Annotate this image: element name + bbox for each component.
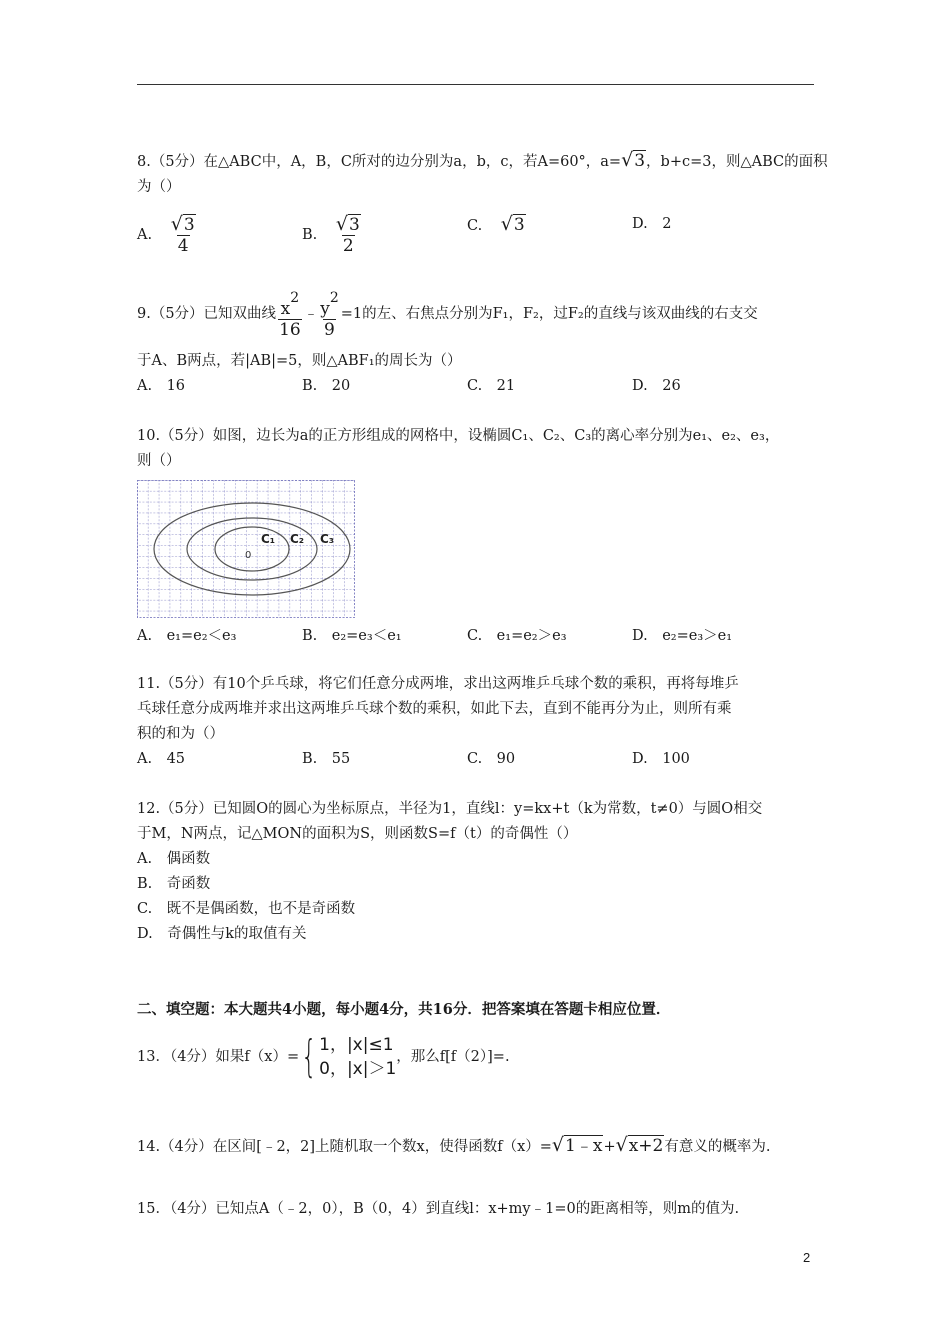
q9-text-b: =1的左、右焦点分别为F₁，F₂，过F₂的直线与该双曲线的右支交 <box>340 306 758 322</box>
q9-option-d: D. 26 <box>632 378 681 394</box>
q12-option-b: B. 奇函数 <box>137 876 211 892</box>
q8-option-a-numerator: 3 <box>183 215 195 235</box>
q9-option-a: A. 16 <box>137 378 186 394</box>
q14-radicand-2: x+2 <box>628 1136 664 1156</box>
q14-plus: + <box>603 1139 616 1155</box>
ellipse-grid-figure <box>137 480 355 618</box>
q8-option-c-label: C. <box>467 218 483 234</box>
q12-option-a: A. 偶函数 <box>137 851 211 867</box>
q9-minus: ﹣ <box>303 306 319 322</box>
q8-option-b-numerator: 3 <box>348 215 360 235</box>
q8-option-d: D. 2 <box>632 216 672 232</box>
q10-stem-line1: 10.（5分）如图，边长为a的正方形组成的网格中，设椭圆C₁、C₂、C₃的离心率分别为e₁、e₂、e₃， <box>137 428 780 444</box>
sqrt-symbol: √3 <box>621 149 646 171</box>
page-number: 2 <box>803 1250 811 1265</box>
q8-option-a-fraction: $\frac{√3}{4}$ <box>170 213 195 256</box>
q14-radicand-1: 1﹣x <box>565 1136 603 1156</box>
q11-option-a: A. 45 <box>137 751 186 767</box>
q14-stem: 14.（4分）在区间[﹣2，2]上随机取一个数x，使得函数f（x）=√1﹣x+√x+2有意义的概率为. <box>137 1134 771 1156</box>
q11-stem-line2: 乓球任意分成两堆并求出这两堆乒乓球个数的乘积，如此下去，直到不能再分为止，则所有乘 <box>137 701 732 717</box>
q8-option-b-label: B. <box>302 227 318 243</box>
q8-option-a-denominator: 4 <box>177 236 189 256</box>
q8-option-b <box>302 214 363 256</box>
c1-label: C₁ <box>261 532 276 546</box>
q11-stem-line3: 积的和为（） <box>137 726 224 742</box>
q13-piecewise <box>299 1033 396 1081</box>
q11-option-d: D. 100 <box>632 751 690 767</box>
left-brace: { <box>301 1031 317 1082</box>
q14-text-a: 14.（4分）在区间[﹣2，2]上随机取一个数x，使得函数f（x）= <box>137 1139 552 1155</box>
q12-option-d: D. 奇偶性与k的取值有关 <box>137 926 307 942</box>
c2-label: C₂ <box>290 532 305 546</box>
q8-stem-line2: 为（） <box>137 179 181 195</box>
origin-label: 0 <box>245 550 252 561</box>
q9-fraction-y: $\frac{y^2}{9}$ <box>320 290 339 340</box>
q12-stem-line2: 于M，N两点，记△MON的面积为S，则函数S=f（t）的奇偶性（） <box>137 826 578 842</box>
q11-stem-line1: 11.（5分）有10个乒乓球，将它们任意分成两堆，求出这两堆乒乓球个数的乘积，再将每堆乒 <box>137 676 739 692</box>
c3-label: C₃ <box>320 532 335 546</box>
q10-stem-line2: 则（） <box>137 453 181 469</box>
q15-stem: 15．（4分）已知点A（﹣2，0），B（0，4）到直线l：x+my﹣1=0的距离相等，则m的值为. <box>137 1201 740 1217</box>
q13-case2: 0，|x|＞1 <box>319 1059 397 1079</box>
q8-option-b-denominator: 2 <box>342 236 354 256</box>
q8-option-a <box>137 214 198 256</box>
q13-stem <box>137 1030 510 1084</box>
q13-text-a: 13．（4分）如果f（x）= <box>137 1049 300 1065</box>
q10-option-a: A. e₁=e₂＜e₃ <box>137 628 237 644</box>
q11-option-c: C. 90 <box>467 751 516 767</box>
q11-option-b: B. 55 <box>302 751 351 767</box>
q12-option-c: C. 既不是偶函数，也不是奇函数 <box>137 901 356 917</box>
q8-option-a-label: A. <box>137 227 153 243</box>
q10-option-d: D. e₂=e₃＞e₁ <box>632 628 733 644</box>
q10-option-b: B. e₂=e₃＜e₁ <box>302 628 402 644</box>
q8-stem-line1 <box>137 150 828 172</box>
q9-stem-line1 <box>137 288 758 340</box>
q8-radicand: 3 <box>634 151 646 171</box>
q8-option-c-radicand: 3 <box>513 215 525 235</box>
q13-text-b: ，那么f[f（2）]=. <box>396 1049 510 1065</box>
q9-text-a: 9.（5分）已知双曲线 <box>137 306 277 322</box>
section2-heading: 二、填空题：本大题共4小题，每小题4分，共16分．把答案填在答题卡相应位置． <box>137 1001 671 1018</box>
q14-text-b: 有意义的概率为. <box>664 1139 771 1155</box>
q9-fraction-x: $\frac{x^2}{16}$ <box>279 290 301 340</box>
q8-option-b-fraction: $\frac{√3}{2}$ <box>335 213 360 256</box>
header-rule <box>137 84 814 85</box>
q9-stem-line2: 于A、B两点，若|AB|=5，则△ABF₁的周长为（） <box>137 353 462 369</box>
q10-option-c: C. e₁=e₂＞e₃ <box>467 628 567 644</box>
q12-stem-line1: 12.（5分）已知圆O的圆心为坐标原点，半径为1，直线l：y=kx+t（k为常数，t≠0）与圆O相交 <box>137 801 763 817</box>
grid-background <box>137 480 355 618</box>
q9-option-b: B. 20 <box>302 378 351 394</box>
q8-text-b: ，b+c=3，则△ABC的面积 <box>646 154 828 170</box>
q8-text-a: 8.（5分）在△ABC中，A，B，C所对的边分别为a，b，c，若A=60°，a= <box>137 154 622 170</box>
q9-option-c: C. 21 <box>467 378 516 394</box>
q8-option-c: C. √3 <box>467 213 525 235</box>
q13-case1: 1，|x|≤1 <box>319 1035 394 1055</box>
